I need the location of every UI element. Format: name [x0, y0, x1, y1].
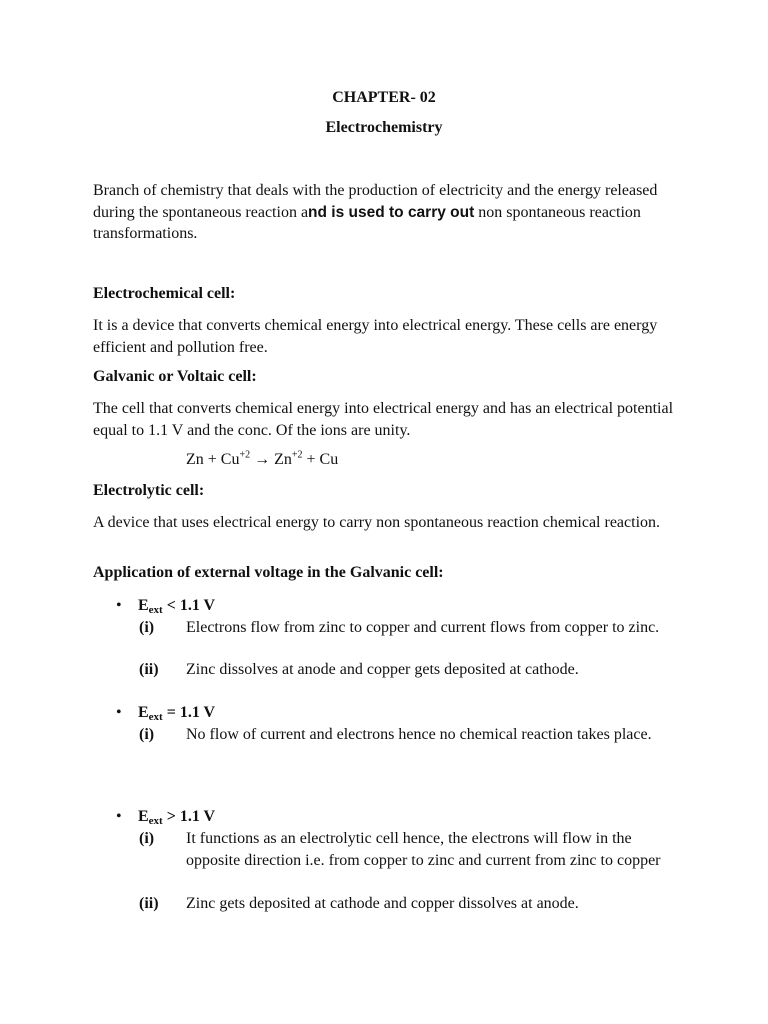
- item-number: (ii): [139, 661, 159, 678]
- application-heading: Application of external voltage in the Galvanic cell:: [93, 564, 444, 581]
- item-text: No flow of current and electrons hence no chemical reaction takes place.: [186, 726, 652, 743]
- electrolytic-cell-heading: Electrolytic cell:: [93, 482, 205, 499]
- e-symbol: E: [138, 597, 149, 614]
- chapter-subtitle: Electrochemistry: [325, 119, 443, 136]
- bullet-condition-less: [116, 597, 215, 615]
- e-subscript: ext: [148, 815, 163, 827]
- e-symbol: E: [138, 808, 149, 825]
- electrochemical-cell-text: It is a device that converts chemical energy into electrical energy. These cells are energy efficient and pollution free.: [93, 317, 658, 356]
- bullet-condition-equal: [116, 704, 215, 722]
- chapter-title: CHAPTER- 02: [332, 89, 436, 106]
- item-text: It functions as an electrolytic cell hence, the electrons will flow in the opposite direction i.e. from copper to zinc and current from zinc to copper: [186, 830, 661, 869]
- galvanic-cell-heading: Galvanic or Voltaic cell:: [93, 368, 257, 385]
- condition-text: > 1.1 V: [162, 808, 216, 825]
- condition-text: = 1.1 V: [162, 704, 216, 721]
- e-subscript: ext: [148, 711, 163, 723]
- electrochemical-cell-heading: Electrochemical cell:: [93, 285, 236, 302]
- condition-text: < 1.1 V: [162, 597, 216, 614]
- intro-text-bold: nd is used to carry out: [308, 203, 475, 221]
- equation-part1: Zn + Cu: [186, 451, 240, 468]
- bullet-icon: •: [116, 597, 122, 614]
- reaction-equation: [186, 451, 338, 469]
- item-number: (i): [139, 830, 155, 847]
- bullet-icon: •: [116, 704, 122, 721]
- equation-charge1: +2: [239, 449, 251, 461]
- item-text: Electrons flow from zinc to copper and current flows from copper to zinc.: [186, 619, 660, 636]
- intro-paragraph: [93, 180, 683, 245]
- equation-part2: → Zn: [250, 451, 292, 468]
- electrolytic-cell-text: A device that uses electrical energy to carry non spontaneous reaction chemical reaction.: [93, 514, 661, 531]
- bullet-condition-greater: [116, 808, 215, 826]
- item-number: (ii): [139, 895, 159, 912]
- item-number: (i): [139, 619, 155, 636]
- item-text: Zinc dissolves at anode and copper gets deposited at cathode.: [186, 661, 579, 678]
- bullet-icon: •: [116, 808, 122, 825]
- item-number: (i): [139, 726, 155, 743]
- equation-part3: + Cu: [302, 451, 339, 468]
- item-text: Zinc gets deposited at cathode and copper dissolves at anode.: [186, 895, 579, 912]
- equation-charge2: +2: [291, 449, 303, 461]
- intro-text-part2: non spontaneous reaction transformations.: [93, 203, 641, 242]
- intro-text-part1: Branch of chemistry that deals with the production of electricity and the energy released during the spontaneous reaction a: [93, 182, 658, 221]
- galvanic-cell-text: The cell that converts chemical energy into electrical energy and has an electrical potential equal to 1.1 V and the conc. Of the ions are unity.: [93, 400, 674, 439]
- e-symbol: E: [138, 704, 149, 721]
- e-subscript: ext: [148, 604, 163, 616]
